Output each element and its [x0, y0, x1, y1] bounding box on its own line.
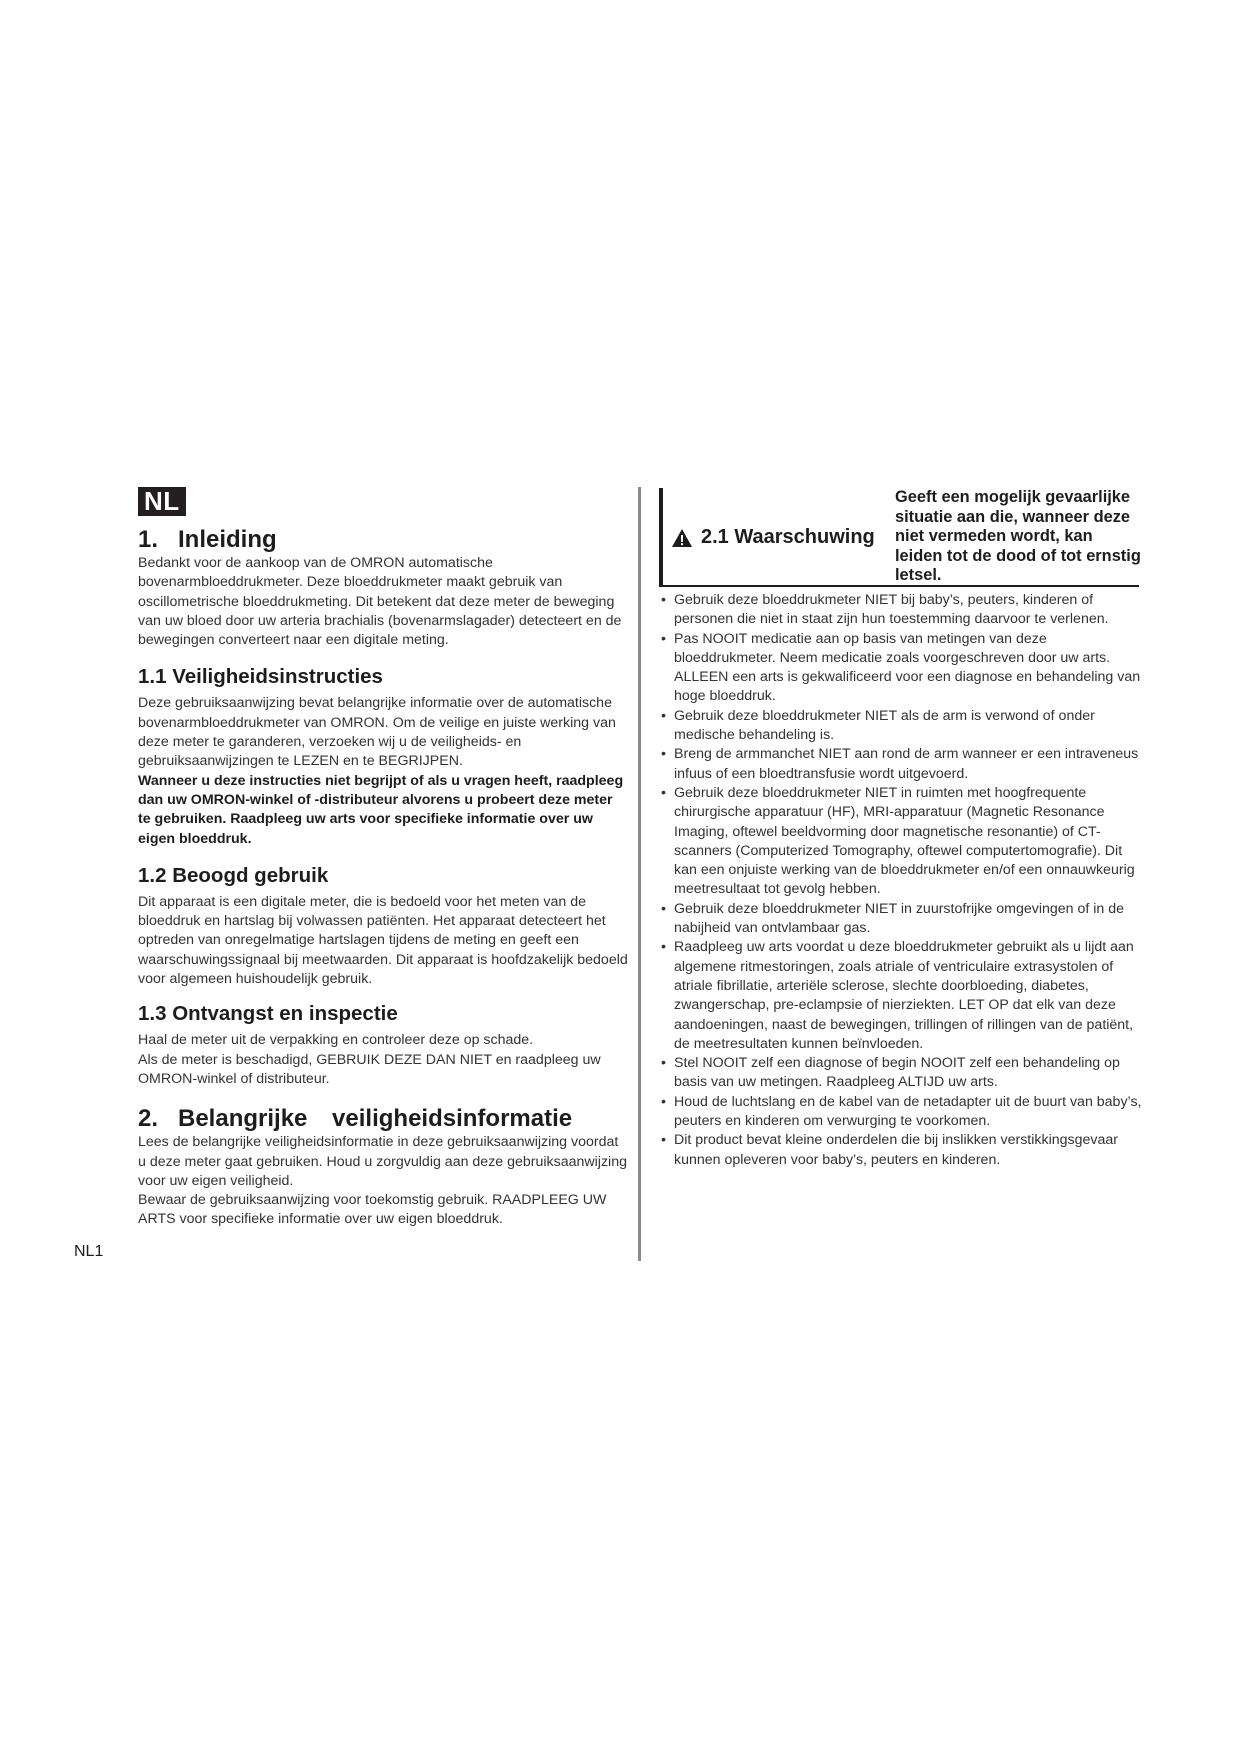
left-column: [138, 526, 628, 1230]
subsection-1-2-title: 1.2 Beoogd gebruik: [138, 863, 329, 887]
warning-item: [659, 591, 1144, 630]
bullet-dot: •: [661, 784, 666, 801]
subsection-1-1-text: Deze gebruiksaanwijzing bevat belangrijke informatie over de automatische bovenarmbloeddrukmeter van OMRON. Om de veilige en juiste werking van deze meter te garanderen, verzoeken wij u de veiligheids- en gebruiksaanwijzingen te LEZEN en te BEGRIJPEN.: [138, 695, 616, 770]
warning-bottom-rule: [659, 585, 1139, 587]
warning-item-text: Stel NOOIT zelf een diagnose of begin NOOIT zelf een behandeling op basis van uw metingen. Raadpleeg ALTIJD uw arts.: [674, 1055, 1120, 1091]
subsection-1-3-text-1: Haal de meter uit de verpakking en controleer deze op schade.: [138, 1032, 534, 1049]
subsection-1-1-title: 1.1 Veiligheidsinstructies: [138, 665, 383, 689]
warning-item: [659, 1054, 1144, 1093]
warning-item: [659, 630, 1144, 707]
section-2-number: 2.: [138, 1105, 159, 1133]
bullet-dot: •: [661, 592, 666, 608]
warning-item: [659, 1131, 1144, 1170]
warning-list: [659, 591, 1144, 1170]
warning-item-text: Raadpleeg uw arts voordat u deze bloeddrukmeter gebruikt als u lijdt aan algemene ritmestoringen, zoals atriale of ventriculaire extrasystolen of atriale fibrillatie, arteriële sclerose, slechte doorbloeding, diabetes, zwangerschap, pre-eclampsie of nierziekten. LET OP dat elk van deze aandoeningen, naast de bewegingen, trillingen of rillingen van de patiënt, de meetresultaten kunnen beïnvloeden.: [674, 939, 1134, 1052]
section-2-heading: [138, 1105, 628, 1133]
warning-item-text: Gebruik deze bloeddrukmeter NIET als de arm is verwond of onder medische behandeling is.: [674, 707, 1095, 744]
section-1-title: Inleiding: [178, 526, 277, 553]
warning-item: [659, 784, 1144, 900]
right-column: [659, 488, 1144, 1170]
section-2-title: Belangrijke veiligheidsinformatie: [178, 1105, 573, 1133]
warning-left-rule: [659, 488, 663, 587]
section-1-heading: [138, 526, 628, 554]
warning-title: [671, 526, 875, 549]
warning-item-text: Breng de armmanchet NIET aan rond de arm wanneer er een intraveneus infuus of een bloedtransfusie wordt uitgevoerd.: [674, 746, 1139, 782]
bullet-dot: •: [661, 1132, 666, 1149]
section-2-text-2: Bewaar de gebruiksaanwijzing voor toekomstig gebruik. RAADPLEEG UW ARTS voor specifieke informatie over uw eigen bloeddruk.: [138, 1192, 607, 1228]
page-number: NL1: [74, 1243, 104, 1260]
warning-description: Geeft een mogelijk gevaarlijke situatie aan die, wanneer deze niet vermeden wordt, kan leiden tot de dood of tot ernstig letsel.: [895, 488, 1141, 584]
warning-item-text: Pas NOOIT medicatie aan op basis van metingen van deze bloeddrukmeter. Neem medicatie zoals voorgeschreven door uw arts. ALLEEN een arts is gekwalificeerd voor een diagnose en behandeling van hoge bloeddruk.: [674, 630, 1141, 705]
bullet-dot: •: [661, 746, 666, 763]
bullet-dot: •: [661, 1093, 666, 1110]
bullet-dot: •: [661, 1055, 666, 1072]
section-2-text-1: Lees de belangrijke veiligheidsinformatie in deze gebruiksaanwijzing voordat u deze meter gaat gebruiken. Houd u zorgvuldig aan deze gebruiksaanwijzing voor uw eigen veiligheid.: [138, 1134, 627, 1189]
warning-title-text: 2.1 Waarschuwing: [701, 526, 875, 548]
subsection-1-1-bold-text: Wanneer u deze instructies niet begrijpt of als u vragen heeft, raadpleeg dan uw OMRON-winkel of -distributeur alvorens u probeert deze meter te gebruiken. Raadpleeg uw arts voor specifieke informatie over uw eigen bloeddruk.: [138, 772, 624, 847]
warning-item-text: Houd de luchtslang en de kabel van de netadapter uit de buurt van baby’s, peuters en kinderen om verwurging te voorkomen.: [674, 1093, 1142, 1130]
section-1-number: 1.: [138, 526, 159, 553]
warning-item: [659, 900, 1144, 939]
warning-header: [659, 488, 1144, 587]
warning-item: [659, 707, 1144, 746]
warning-item: [659, 938, 1144, 1054]
bullet-dot: •: [661, 900, 666, 917]
warning-item-text: Gebruik deze bloeddrukmeter NIET in ruimten met hoogfrequente chirurgische apparatuur (HF), MRI-apparatuur (Magnetic Resonance Imaging, oftewel beeldvorming door magnetische resonantie) of CT-scanners (Computerized Tomography, oftewel computertomografie). Dit kan een onjuiste werking van de bloeddrukmeter en/of een onnauwkeurig meetresultaat tot gevolg hebben.: [674, 784, 1135, 898]
language-badge: NL: [138, 487, 186, 516]
warning-item-text: Gebruik deze bloeddrukmeter NIET bij baby’s, peuters, kinderen of personen die niet in staat zijn hun toestemming daarvoor te verlenen.: [674, 592, 1109, 628]
subsection-1-3-title: 1.3 Ontvangst en inspectie: [138, 1002, 398, 1026]
subsection-1-3-text-2: Als de meter is beschadigd, GEBRUIK DEZE DAN NIET en raadpleeg uw OMRON-winkel of distributeur.: [138, 1051, 601, 1087]
warning-item: [659, 1093, 1144, 1132]
warning-item-text: Dit product bevat kleine onderdelen die bij inslikken verstikkingsgevaar kunnen opleveren voor baby’s, peuters en kinderen.: [674, 1132, 1118, 1168]
warning-triangle-icon: [671, 528, 693, 548]
column-divider: [638, 487, 641, 1261]
section-1-intro: Bedankt voor de aankoop van de OMRON automatische bovenarmbloeddrukmeter. Deze bloeddrukmeter maakt gebruik van oscillometrische bloeddrukmeting. Dit betekent dat deze meter de beweging van uw bloed door uw arteria brachialis (bovenarmslagader) detecteert en de bewegingen converteert naar een digitale meting.: [138, 555, 622, 649]
bullet-dot: •: [661, 707, 666, 724]
subsection-1-2-text: Dit apparaat is een digitale meter, die is bedoeld voor het meten van de bloeddruk en hartslag bij volwassen patiënten. Het apparaat detecteert het optreden van onregelmatige hartslagen tijdens de meting en geeft een waarschuwingssignaal bij meetwaarden. Dit apparaat is hoofdzakelijk bedoeld voor algemeen huishoudelijk gebruik.: [138, 893, 628, 988]
warning-item-text: Gebruik deze bloeddrukmeter NIET in zuurstofrijke omgevingen of in de nabijheid van ontvlambaar gas.: [674, 900, 1125, 937]
bullet-dot: •: [661, 939, 666, 956]
bullet-dot: •: [661, 630, 666, 647]
warning-item: [659, 745, 1144, 784]
